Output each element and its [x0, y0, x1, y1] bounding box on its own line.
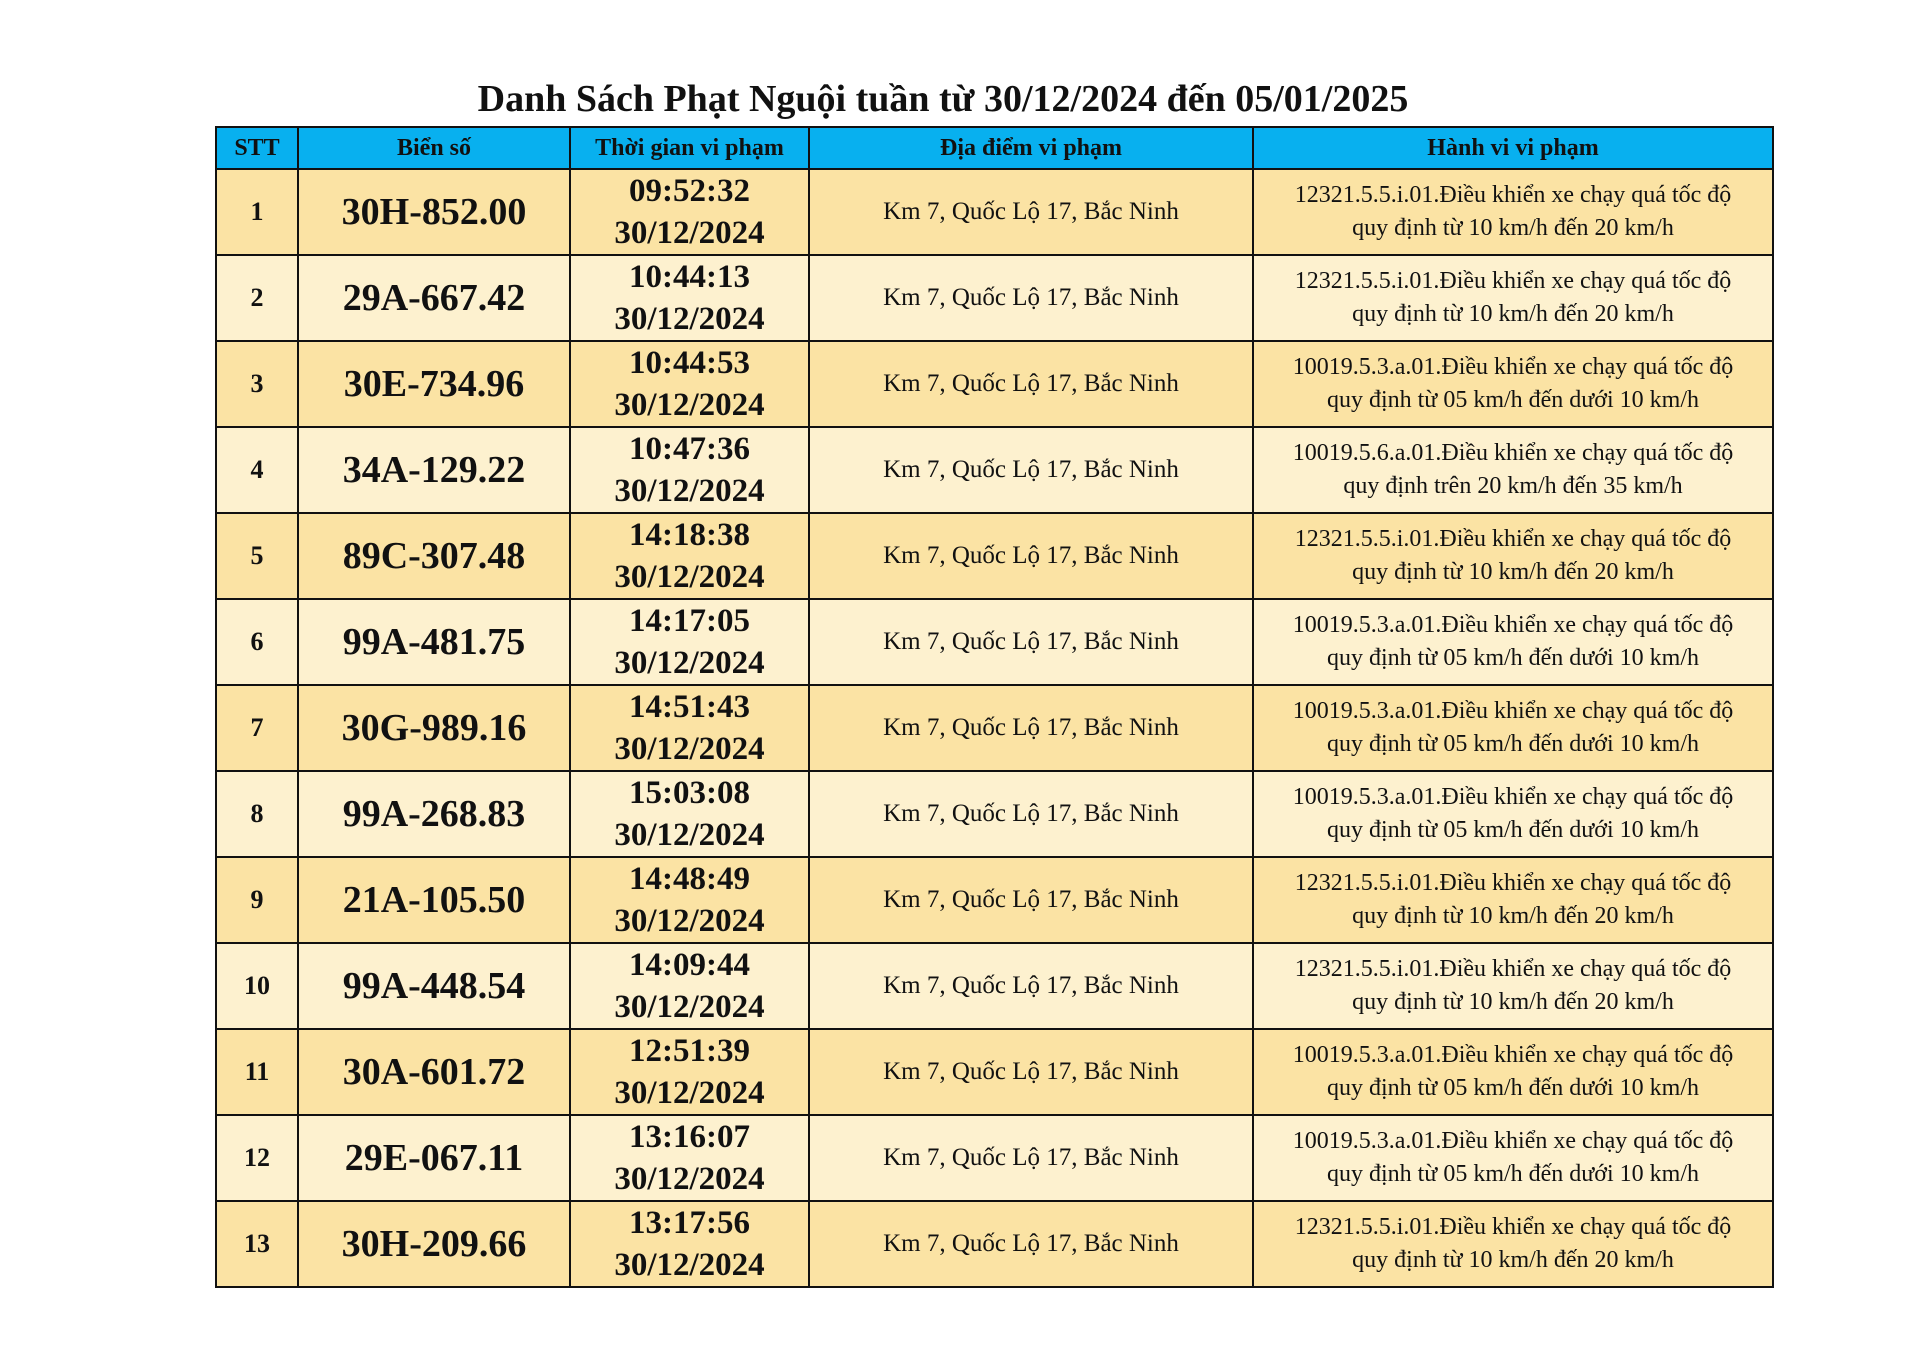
page-title: Danh Sách Phạt Nguội tuần từ 30/12/2024 đến 05/01/2025	[477, 78, 1409, 120]
cell-location: Km 7, Quốc Lộ 17, Bắc Ninh	[809, 169, 1253, 255]
cell-time	[570, 1029, 809, 1115]
column-header-stt: STT	[216, 127, 298, 169]
violation-date: 30/12/2024	[614, 301, 765, 337]
table-row	[216, 1201, 1773, 1287]
behavior-line-2: quy định từ 05 km/h đến dưới 10 km/h	[1326, 387, 1700, 413]
violation-date: 30/12/2024	[614, 817, 765, 853]
table-row	[216, 685, 1773, 771]
violation-time: 10:44:53	[629, 345, 750, 381]
cell-behavior	[1253, 1115, 1773, 1201]
table-header-row	[216, 127, 1773, 169]
table-row	[216, 513, 1773, 599]
cell-stt: 13	[216, 1201, 298, 1287]
cell-location: Km 7, Quốc Lộ 17, Bắc Ninh	[809, 943, 1253, 1029]
table-row	[216, 599, 1773, 685]
violations-table	[215, 126, 1774, 1288]
violation-time: 10:44:13	[629, 259, 750, 295]
column-header-behavior: Hành vi vi phạm	[1253, 127, 1773, 169]
cell-location: Km 7, Quốc Lộ 17, Bắc Ninh	[809, 857, 1253, 943]
behavior-line-1: 10019.5.3.a.01.Điều khiển xe chạy quá tốc độ	[1292, 698, 1734, 724]
violation-date: 30/12/2024	[614, 559, 765, 595]
cell-time	[570, 599, 809, 685]
cell-stt: 8	[216, 771, 298, 857]
cell-time	[570, 427, 809, 513]
behavior-line-1: 12321.5.5.i.01.Điều khiển xe chạy quá tốc độ	[1294, 526, 1732, 552]
table-row	[216, 857, 1773, 943]
cell-stt: 12	[216, 1115, 298, 1201]
cell-behavior	[1253, 427, 1773, 513]
cell-time	[570, 341, 809, 427]
cell-plate: 89C-307.48	[298, 513, 570, 599]
violation-time: 14:48:49	[629, 861, 750, 897]
behavior-line-1: 10019.5.3.a.01.Điều khiển xe chạy quá tốc độ	[1292, 354, 1734, 380]
cell-time	[570, 1201, 809, 1287]
cell-behavior	[1253, 1029, 1773, 1115]
column-header-time: Thời gian vi phạm	[570, 127, 809, 169]
cell-stt: 4	[216, 427, 298, 513]
table-row	[216, 427, 1773, 513]
cell-behavior	[1253, 341, 1773, 427]
violation-date: 30/12/2024	[614, 645, 765, 681]
cell-time	[570, 771, 809, 857]
violation-time: 10:47:36	[629, 431, 750, 467]
cell-stt: 3	[216, 341, 298, 427]
cell-behavior	[1253, 771, 1773, 857]
violation-time: 13:17:56	[629, 1205, 750, 1241]
violation-date: 30/12/2024	[614, 1247, 765, 1283]
cell-location: Km 7, Quốc Lộ 17, Bắc Ninh	[809, 513, 1253, 599]
cell-stt: 2	[216, 255, 298, 341]
behavior-line-1: 10019.5.3.a.01.Điều khiển xe chạy quá tốc độ	[1292, 612, 1734, 638]
behavior-line-1: 12321.5.5.i.01.Điều khiển xe chạy quá tốc độ	[1294, 956, 1732, 982]
behavior-line-1: 10019.5.3.a.01.Điều khiển xe chạy quá tốc độ	[1292, 1128, 1734, 1154]
cell-stt: 5	[216, 513, 298, 599]
cell-plate: 30G-989.16	[298, 685, 570, 771]
cell-stt: 6	[216, 599, 298, 685]
behavior-line-2: quy định từ 05 km/h đến dưới 10 km/h	[1326, 1075, 1700, 1101]
cell-behavior	[1253, 1201, 1773, 1287]
behavior-line-2: quy định từ 10 km/h đến 20 km/h	[1352, 301, 1674, 327]
column-header-location: Địa điểm vi phạm	[809, 127, 1253, 169]
cell-plate: 99A-448.54	[298, 943, 570, 1029]
cell-behavior	[1253, 599, 1773, 685]
cell-stt: 9	[216, 857, 298, 943]
violation-time: 14:17:05	[629, 603, 750, 639]
column-header-plate: Biển số	[298, 127, 570, 169]
behavior-line-2: quy định từ 10 km/h đến 20 km/h	[1352, 559, 1674, 585]
cell-stt: 1	[216, 169, 298, 255]
behavior-line-2: quy định từ 10 km/h đến 20 km/h	[1352, 903, 1674, 929]
table-row	[216, 341, 1773, 427]
violation-time: 14:09:44	[629, 947, 750, 983]
violation-time: 14:51:43	[629, 689, 750, 725]
violation-time: 12:51:39	[629, 1033, 750, 1069]
cell-plate: 29E-067.11	[298, 1115, 570, 1201]
cell-location: Km 7, Quốc Lộ 17, Bắc Ninh	[809, 427, 1253, 513]
cell-behavior	[1253, 169, 1773, 255]
cell-behavior	[1253, 685, 1773, 771]
cell-time	[570, 857, 809, 943]
cell-time	[570, 685, 809, 771]
behavior-line-1: 12321.5.5.i.01.Điều khiển xe chạy quá tốc độ	[1294, 182, 1732, 208]
cell-plate: 30H-209.66	[298, 1201, 570, 1287]
table-row	[216, 255, 1773, 341]
behavior-line-2: quy định từ 10 km/h đến 20 km/h	[1352, 215, 1674, 241]
cell-location: Km 7, Quốc Lộ 17, Bắc Ninh	[809, 1115, 1253, 1201]
cell-plate: 99A-268.83	[298, 771, 570, 857]
violation-time: 09:52:32	[629, 173, 750, 209]
cell-location: Km 7, Quốc Lộ 17, Bắc Ninh	[809, 1201, 1253, 1287]
cell-location: Km 7, Quốc Lộ 17, Bắc Ninh	[809, 685, 1253, 771]
cell-location: Km 7, Quốc Lộ 17, Bắc Ninh	[809, 341, 1253, 427]
violation-time: 14:18:38	[629, 517, 750, 553]
cell-plate: 21A-105.50	[298, 857, 570, 943]
cell-location: Km 7, Quốc Lộ 17, Bắc Ninh	[809, 599, 1253, 685]
behavior-line-1: 10019.5.3.a.01.Điều khiển xe chạy quá tốc độ	[1292, 1042, 1734, 1068]
cell-behavior	[1253, 857, 1773, 943]
behavior-line-2: quy định từ 10 km/h đến 20 km/h	[1352, 1247, 1674, 1273]
behavior-line-2: quy định từ 05 km/h đến dưới 10 km/h	[1326, 731, 1700, 757]
violation-date: 30/12/2024	[614, 215, 765, 251]
behavior-line-1: 10019.5.3.a.01.Điều khiển xe chạy quá tốc độ	[1292, 784, 1734, 810]
cell-stt: 11	[216, 1029, 298, 1115]
cell-time	[570, 1115, 809, 1201]
table-row	[216, 1115, 1773, 1201]
cell-behavior	[1253, 255, 1773, 341]
cell-time	[570, 513, 809, 599]
violation-time: 15:03:08	[629, 775, 750, 811]
cell-time	[570, 255, 809, 341]
table-row	[216, 169, 1773, 255]
cell-plate: 29A-667.42	[298, 255, 570, 341]
cell-plate: 30A-601.72	[298, 1029, 570, 1115]
violation-date: 30/12/2024	[614, 989, 765, 1025]
cell-stt: 10	[216, 943, 298, 1029]
cell-location: Km 7, Quốc Lộ 17, Bắc Ninh	[809, 255, 1253, 341]
cell-stt: 7	[216, 685, 298, 771]
cell-behavior	[1253, 513, 1773, 599]
table-row	[216, 1029, 1773, 1115]
cell-time	[570, 169, 809, 255]
cell-plate: 99A-481.75	[298, 599, 570, 685]
behavior-line-1: 12321.5.5.i.01.Điều khiển xe chạy quá tốc độ	[1294, 268, 1732, 294]
behavior-line-1: 12321.5.5.i.01.Điều khiển xe chạy quá tốc độ	[1294, 870, 1732, 896]
cell-plate: 30H-852.00	[298, 169, 570, 255]
cell-behavior	[1253, 943, 1773, 1029]
cell-time	[570, 943, 809, 1029]
violation-time: 13:16:07	[629, 1119, 750, 1155]
cell-location: Km 7, Quốc Lộ 17, Bắc Ninh	[809, 771, 1253, 857]
violation-date: 30/12/2024	[614, 473, 765, 509]
behavior-line-2: quy định từ 05 km/h đến dưới 10 km/h	[1326, 645, 1700, 671]
violation-date: 30/12/2024	[614, 1161, 765, 1197]
violation-date: 30/12/2024	[614, 903, 765, 939]
behavior-line-2: quy định từ 10 km/h đến 20 km/h	[1352, 989, 1674, 1015]
cell-plate: 30E-734.96	[298, 341, 570, 427]
cell-location: Km 7, Quốc Lộ 17, Bắc Ninh	[809, 1029, 1253, 1115]
table-row	[216, 771, 1773, 857]
behavior-line-2: quy định trên 20 km/h đến 35 km/h	[1343, 473, 1683, 499]
cell-plate: 34A-129.22	[298, 427, 570, 513]
violation-date: 30/12/2024	[614, 731, 765, 767]
violation-date: 30/12/2024	[614, 387, 765, 423]
behavior-line-2: quy định từ 05 km/h đến dưới 10 km/h	[1326, 1161, 1700, 1187]
behavior-line-2: quy định từ 05 km/h đến dưới 10 km/h	[1326, 817, 1700, 843]
violation-date: 30/12/2024	[614, 1075, 765, 1111]
behavior-line-1: 10019.5.6.a.01.Điều khiển xe chạy quá tốc độ	[1292, 440, 1734, 466]
table-row	[216, 943, 1773, 1029]
behavior-line-1: 12321.5.5.i.01.Điều khiển xe chạy quá tốc độ	[1294, 1214, 1732, 1240]
